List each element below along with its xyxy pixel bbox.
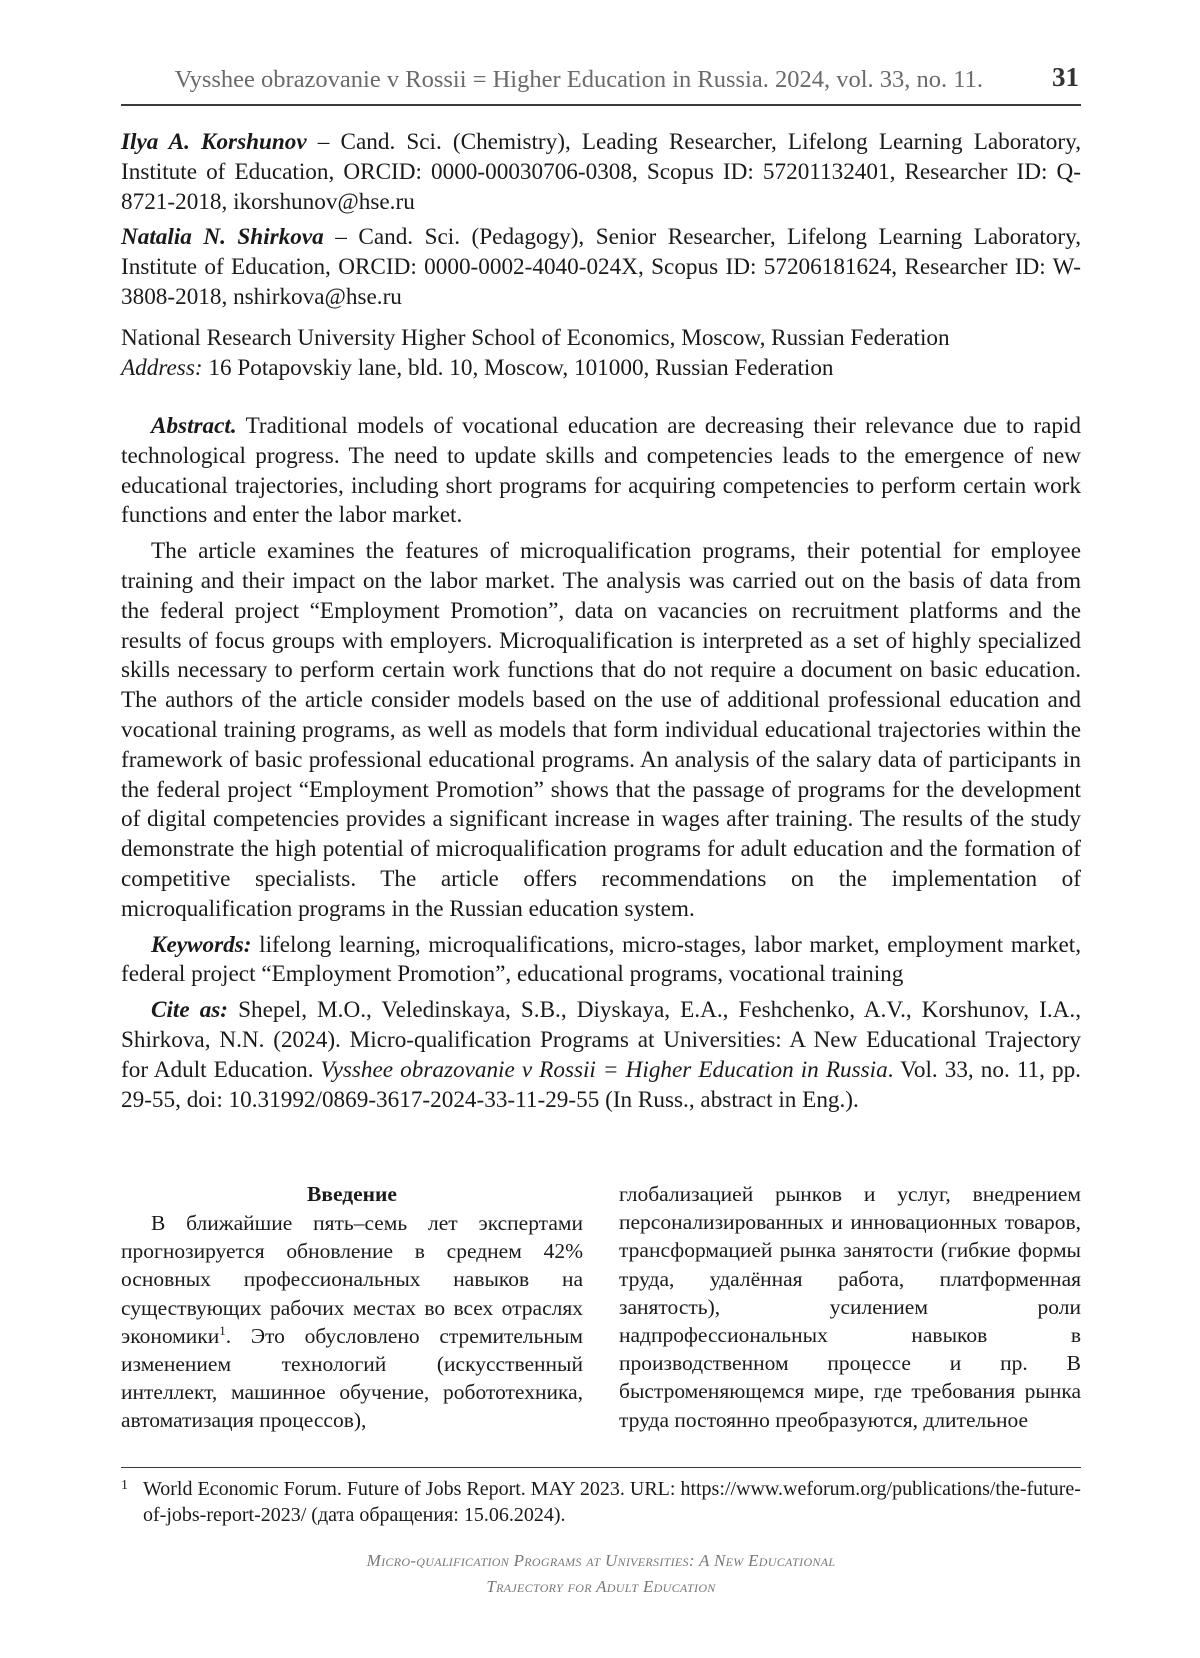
address-text: 16 Potapovskiy lane, bld. 10, Moscow, 101000, Russian Federation: [202, 354, 834, 381]
abstract-paragraph-1: [121, 412, 1081, 531]
author-name: Ilya A. Korshunov: [121, 129, 307, 155]
footnote-reference[interactable]: 1: [219, 1322, 226, 1338]
keywords: [121, 931, 1081, 991]
author-details: – Cand. Sci. (Chemistry), Leading Researcher, Lifelong Learning Laboratory, Institute of Education, ORCID: 0000-00030706-0308, Scopus ID: 57201132401, Researcher ID: Q-8721-2018, ikorshunov@hse.ru: [121, 129, 1081, 215]
section-title: Введение: [307, 1182, 397, 1206]
running-header: [121, 62, 1081, 106]
footnote: [121, 1476, 1081, 1528]
author-details: – Cand. Sci. (Pedagogy), Senior Researcher, Lifelong Learning Laboratory, Institute of Education, ORCID: 0000-0002-4040-024X, Scopus ID: 57206181624, Researcher ID: W-3808-2018, nshirkova@hse.ru: [121, 224, 1081, 310]
affiliation-address: [121, 354, 1081, 384]
footnote-mark: 1: [121, 1478, 128, 1493]
address-label: Address:: [121, 354, 203, 381]
right-column: [619, 1180, 1081, 1434]
author-name: Natalia N. Shirkova: [121, 224, 324, 251]
author-entry: [121, 223, 1081, 312]
abstract-section: [121, 412, 1081, 1121]
author-entry: [121, 128, 1081, 217]
body-paragraph-right: глобализацией рынков и услуг, внедрением персонализированных и инновационных товаров, трансформацией рынка занятости (гибкие формы труда, удалённая работа, платформенная занятость), усилением роли надпрофессиональных навыков в производственном процессе и пр. В быстроменяющемся мире, где требования рынка труда постоянно преобразуются, длительное: [619, 1182, 1081, 1432]
affiliation: [121, 324, 1081, 384]
affiliation-organization: National Research University Higher School of Economics, Moscow, Russian Federation: [121, 325, 950, 351]
citation-text-end: . Vol. 33, no. 11, pp. 29-55, doi: 10.31992/0869-3617-2024-33-11-29-55 (In Russ., abstract in Eng.).: [121, 1056, 1081, 1113]
abstract-label: Abstract.: [151, 413, 237, 439]
keywords-label: Keywords:: [151, 931, 252, 958]
citation-journal: Vysshee obrazovanie v Rossii = Higher Education in Russia: [320, 1056, 888, 1083]
citation: [121, 996, 1081, 1115]
citation-text: Shepel, M.O., Veledinskaya, S.B., Diyskaya, E.A., Feshchenko, A.V., Korshunov, I.A., Shirkova, N.N. (2024). Micro-qualification Programs at Universities: A New Educational Trajectory for Adult Education.: [121, 997, 1081, 1083]
footer-line-2: Trajectory for Adult Education: [486, 1577, 716, 1596]
running-footer: [121, 1548, 1081, 1600]
body-paragraph-left: [121, 1209, 583, 1435]
abstract-paragraph-2: The article examines the features of microqualification programs, their potential for employee training and their impact on the labor market. The analysis was carried out on the basis of data from the federal project “Employment Promotion”, data on vacancies on recruitment platforms and the results of focus groups with employers. Microqualification is interpreted as a set of highly specialized skills necessary to perform certain work functions that do not require a document on basic education. The authors of the article consider models based on the use of additional professional education and vocational training programs, as well as models that form individual educational trajectories within the framework of basic professional educational programs. An analysis of the salary data of participants in the federal project “Employment Promotion” shows that the passage of programs for the development of digital competencies provides a significant increase in wages after training. The results of the study demonstrate the high potential of microqualification programs for adult education and the formation of competitive specialists. The article offers recommendations on the implementation of microqualification programs in the Russian education system.: [121, 538, 1081, 922]
abstract-text-1: Traditional models of vocational education are decreasing their relevance due to rapid technological progress. The need to update skills and competencies leads to the emergence of new educational trajectories, including short programs for acquiring competencies to perform certain work functions and enter the labor market.: [121, 413, 1081, 529]
footer-line-1: Micro-qualification Programs at Universities: A New Educational: [366, 1551, 836, 1570]
footnote-divider: [121, 1467, 1081, 1468]
keywords-text: lifelong learning, microqualifications, micro-stages, labor market, employment market, federal project “Employment Promotion”, educational programs, vocational training: [121, 931, 1081, 988]
journal-title: Vysshee obrazovanie v Rossii = Higher Education in Russia. 2024, vol. 33, no. 11.: [174, 66, 983, 93]
author-list: [121, 128, 1081, 319]
body-columns: [121, 1180, 1081, 1450]
body-text: В ближайшие пять–семь лет экспертами прогнозируется обновление в среднем 42% основных профессиональных навыков на существующих рабочих местах во всех отраслях экономики: [121, 1211, 583, 1348]
left-column: [121, 1180, 583, 1435]
footnote-text: World Economic Forum. Future of Jobs Report. MAY 2023. URL: https://www.weforum.org/publications/the-future-of-jobs-report-2023/ (дата обращения: 15.06.2024).: [143, 1478, 1081, 1526]
page-number: 31: [1052, 62, 1079, 92]
body-text: . Это обусловлено стремительным изменением технологий (искусственный интеллект, машинное обучение, робототехника, автоматизация процессов),: [121, 1323, 583, 1433]
citation-label: Cite as:: [151, 997, 229, 1024]
